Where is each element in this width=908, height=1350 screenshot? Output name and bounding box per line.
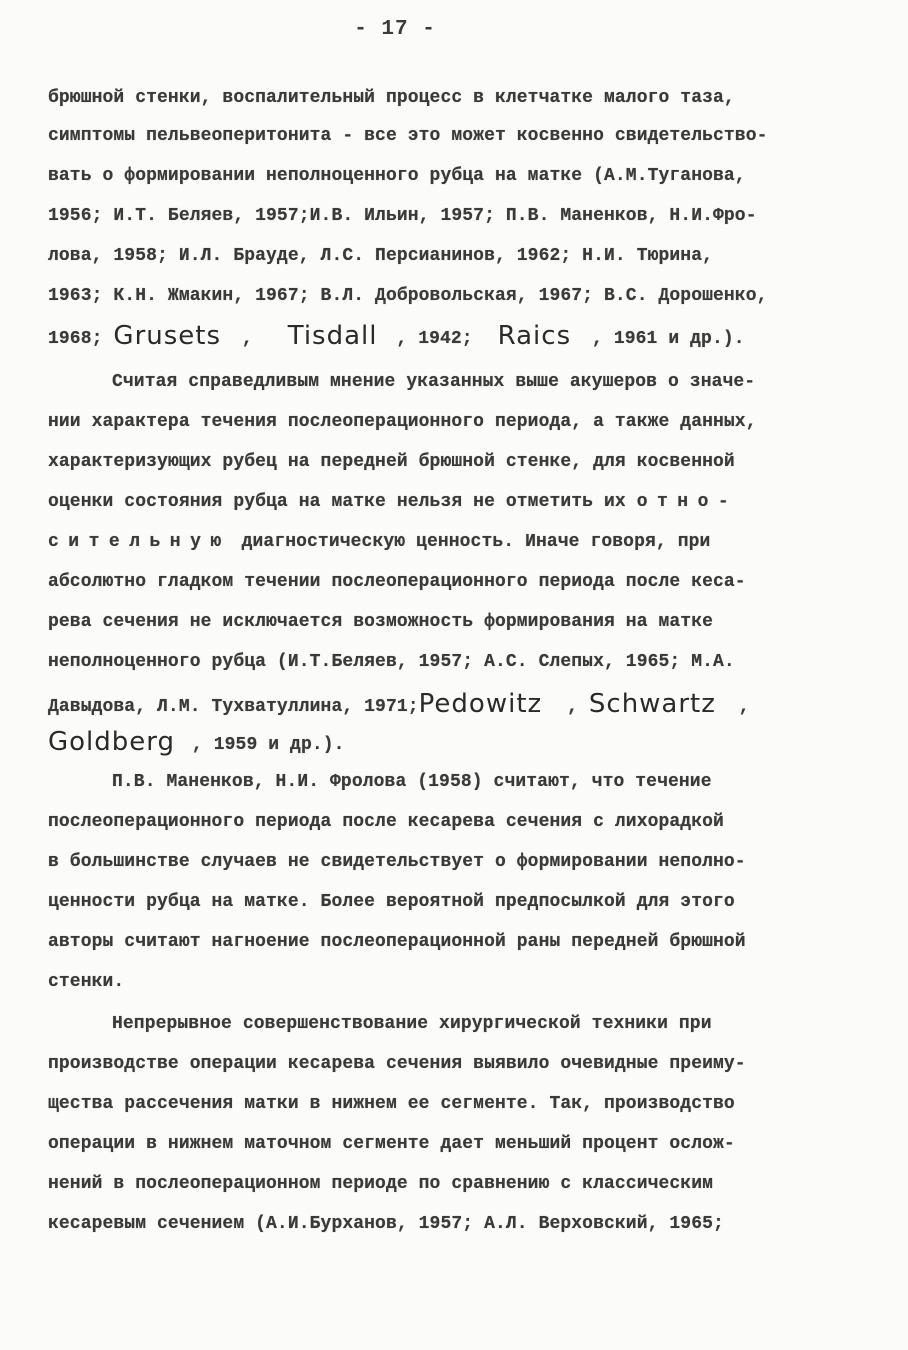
handwritten-name: Grusets <box>113 321 222 351</box>
text-line: П.В. Маненков, Н.И. Фролова (1958) считают, что течение <box>112 772 712 792</box>
handwritten-name: Tisdall <box>287 321 378 351</box>
text-line: в большинстве случаев не свидетельствует о формировании неполно- <box>48 852 746 872</box>
text-line: ценности рубца на матке. Более вероятной предпосылкой для этого <box>48 892 735 912</box>
text-segment: , <box>727 697 750 717</box>
text-line: операции в нижнем маточном сегменте дает меньший процент ослож- <box>48 1134 735 1154</box>
text-line <box>48 492 738 512</box>
text-segment: , 1961 и др.). <box>581 329 745 349</box>
text-segment: , <box>556 697 589 717</box>
text-line: производстве операции кесарева сечения выявило очевидные преиму- <box>48 1054 746 1074</box>
handwritten-name: Pedowitz <box>418 689 543 719</box>
text-line: рева сечения не исключается возможность формирования на матке <box>48 612 714 632</box>
text-line: 1956; И.Т. Беляев, 1957;И.В. Ильин, 1957; П.В. Маненков, Н.И.Фро- <box>48 206 757 226</box>
text-line-with-handwriting <box>48 726 345 756</box>
text-line: кесаревым сечением (А.И.Бурханов, 1957; А.Л. Верховский, 1965; <box>48 1214 724 1234</box>
page-number: - 17 - <box>354 18 436 41</box>
text-segment: , 1942; <box>385 329 484 349</box>
text-line: абсолютно гладком течении послеоперационного периода после кеса- <box>48 572 746 592</box>
text-line: авторы считают нагноение послеоперационной раны передней брюшной <box>48 932 746 952</box>
text-line: нений в послеоперационном периоде по сравнению с классическим <box>48 1174 714 1194</box>
handwritten-name: Raics <box>497 321 572 351</box>
text-line: неполноценного рубца (И.Т.Беляев, 1957; А.С. Слепых, 1965; М.А. <box>48 652 735 672</box>
text-segment: , <box>231 329 264 349</box>
text-segment: диагностическую ценность. Иначе говоря, при <box>230 532 711 552</box>
text-line: Непрерывное совершенствование хирургической техники при <box>112 1014 712 1034</box>
text-line: лова, 1958; И.Л. Брауде, Л.С. Персианинов, 1962; Н.И. Тюрина, <box>48 246 714 266</box>
text-segment: 1968; <box>48 329 114 349</box>
text-line: брюшной стенки, воспалительный процесс в клетчатке малого таза, <box>48 88 735 108</box>
text-line: характеризующих рубец на передней брюшной стенке, для косвенной <box>48 452 735 472</box>
text-line <box>48 532 710 552</box>
text-line: симптомы пельвеоперитонита - все это может косвенно свидетельство- <box>48 126 768 146</box>
text-segment: оценки состояния рубца на матке нельзя не отметить их <box>48 492 637 512</box>
text-line: нии характера течения послеоперационного периода, а также данных, <box>48 412 757 432</box>
text-segment: , 1959 и др.). <box>181 735 345 755</box>
text-segment: Давыдова, Л.М. Тухватуллина, 1971; <box>48 697 419 717</box>
text-line: вать о формировании неполноценного рубца на матке (А.М.Туганова, <box>48 166 746 186</box>
handwritten-name: Schwartz <box>588 689 716 719</box>
spaced-emphasis: сительную <box>48 532 231 552</box>
text-line: стенки. <box>48 972 125 992</box>
text-line: 1963; К.Н. Жмакин, 1967; В.Л. Добровольская, 1967; В.С. Дорошенко, <box>48 286 768 306</box>
text-line-with-handwriting <box>48 320 745 350</box>
text-line: Считая справедливым мнение указанных выше акушеров о значе- <box>112 372 756 392</box>
spaced-emphasis: отно- <box>636 492 739 512</box>
text-line: щества рассечения матки в нижнем ее сегменте. Так, производство <box>48 1094 735 1114</box>
text-line-with-handwriting <box>48 688 750 718</box>
text-line: послеоперационного периода после кесарева сечения с лихорадкой <box>48 812 724 832</box>
handwritten-name: Goldberg <box>48 727 176 757</box>
